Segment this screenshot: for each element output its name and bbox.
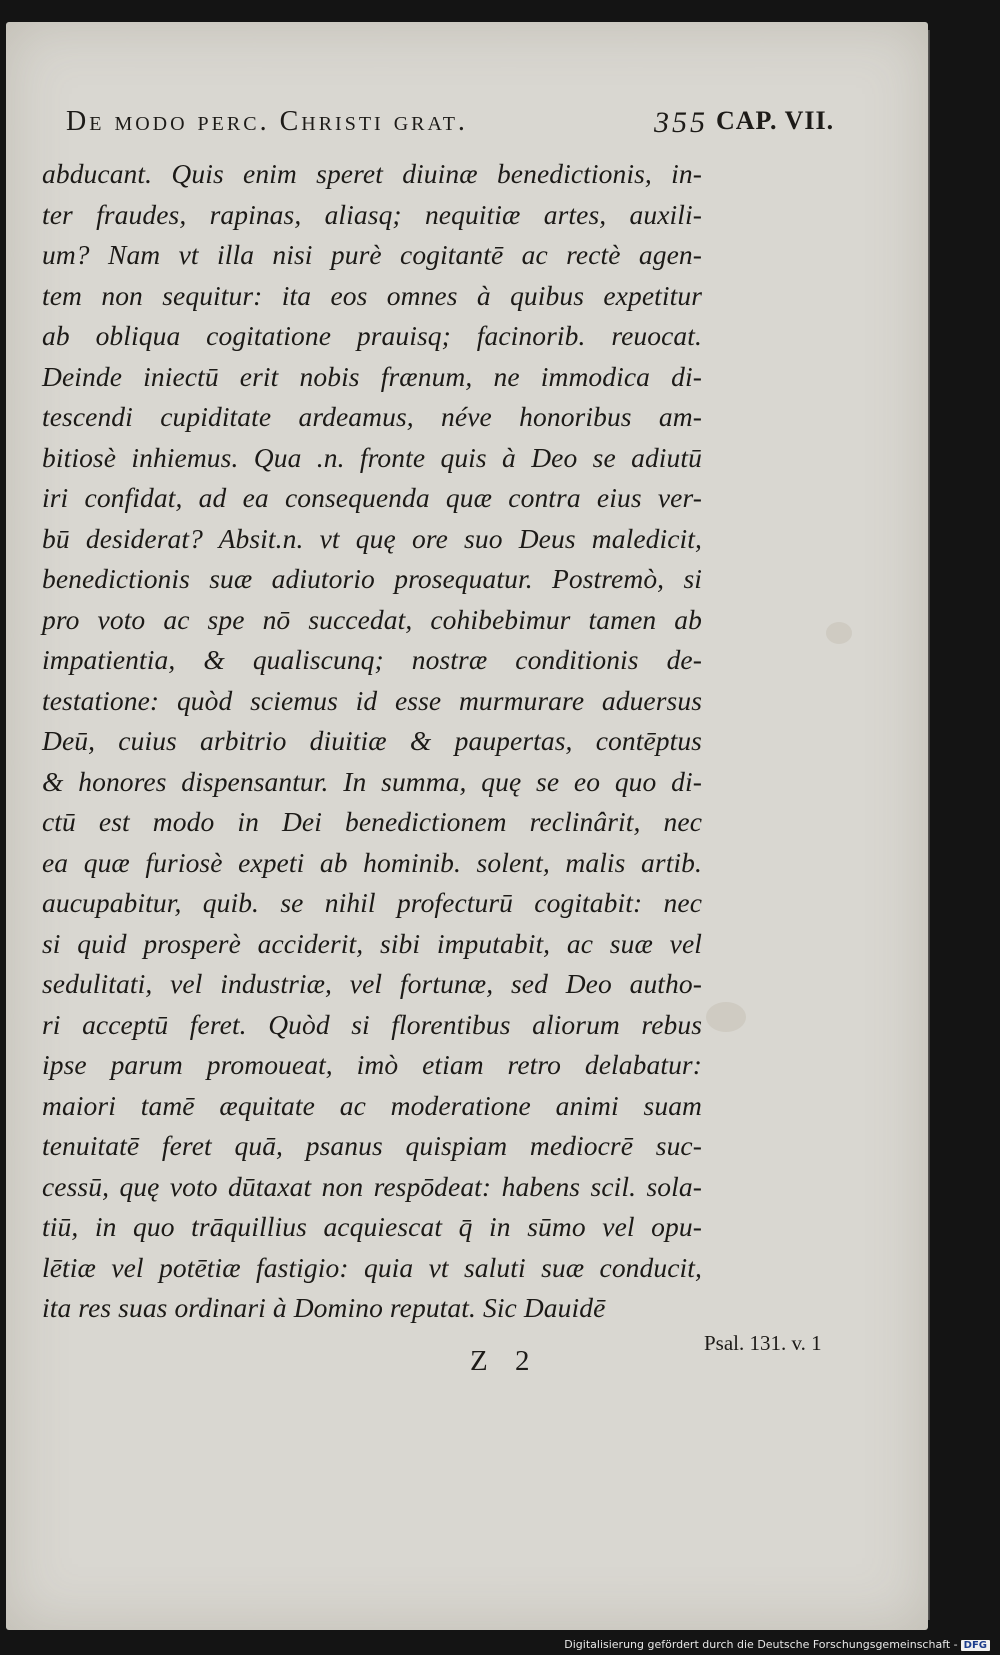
signature-mark: Z 2 bbox=[470, 1345, 540, 1377]
text-line: um? Nam vt illa nisi purè cogitantē ac rectè agen- bbox=[42, 239, 702, 270]
text-line: abducant. Quis enim speret diuinæ benedictionis, in- bbox=[42, 158, 702, 189]
text-line: cessū, quę voto dūtaxat non respōdeat: habens scil. sola- bbox=[42, 1170, 702, 1202]
folio-number: 355 bbox=[654, 106, 708, 139]
text-line: tescendi cupiditate ardeamus, néve honoribus am- bbox=[42, 401, 702, 432]
text-line: impatientia, & qualiscunq; nostræ conditionis de- bbox=[42, 644, 702, 675]
text-line: bū desiderat? Absit.n. vt quę ore suo Deus maledicit, bbox=[42, 522, 702, 554]
text-line: tem non sequitur: ita eos omnes à quibus expetitur bbox=[42, 279, 702, 311]
text-line: ctū est modo in Dei benedictionem reclinârit, nec bbox=[42, 806, 702, 837]
text-line: maiori tamē æquitate ac moderatione animi suam bbox=[42, 1089, 702, 1121]
text-line: si quid prosperè acciderit, sibi imputabit, ac suæ vel bbox=[42, 927, 702, 959]
text-line: ri acceptū feret. Quòd si florentibus aliorum rebus bbox=[42, 1008, 702, 1040]
text-line: ipse parum promoueat, imò etiam retro delabatur: bbox=[42, 1049, 702, 1080]
credit-text: Digitalisierung gefördert durch die Deutsche Forschungsgemeinschaft - bbox=[564, 1638, 958, 1651]
text-line: bitiosè inhiemus. Qua .n. fronte quis à Deo se adiutū bbox=[42, 441, 702, 473]
text-line: sedulitati, vel industriæ, vel fortunæ, sed Deo autho- bbox=[42, 968, 702, 999]
text-line: benedictionis suæ adiutorio prosequatur. Postremò, si bbox=[42, 563, 702, 594]
text-line: ita res suas ordinari à Domino reputat. Sic Dauidē bbox=[42, 1292, 606, 1323]
paper-stain bbox=[706, 1002, 746, 1032]
text-line: aucupabitur, quib. se nihil profecturū cogitabit: nec bbox=[42, 887, 702, 918]
margin-note: Psal. 131. v. 1 bbox=[704, 1331, 822, 1355]
running-head bbox=[66, 106, 866, 146]
text-line: pro voto ac spe nō succedat, cohibebimur tamen ab bbox=[42, 603, 702, 635]
dfg-logo: DFG bbox=[961, 1640, 990, 1651]
text-line: & honores dispensantur. In summa, quę se eo quo di- bbox=[42, 765, 702, 797]
text-line: tenuitatē feret quā, psanus quispiam mediocrē suc- bbox=[42, 1130, 702, 1161]
text-line: testatione: quòd sciemus id esse murmurare aduersus bbox=[42, 684, 702, 716]
paper-stain bbox=[826, 622, 852, 644]
digitization-credit bbox=[564, 1638, 990, 1651]
text-line: ter fraudes, rapinas, aliasq; nequitiæ artes, auxili- bbox=[42, 198, 702, 230]
body-text bbox=[42, 154, 702, 1329]
text-line: lētiæ vel potētiæ fastigio: quia vt saluti suæ conducit, bbox=[42, 1251, 702, 1283]
text-line: iri confidat, ad ea consequenda quæ contra eius ver- bbox=[42, 482, 702, 513]
chapter-heading: CAP. VII. bbox=[716, 106, 835, 135]
text-line: ab obliqua cogitatione prauisq; facinorib. reuocat. bbox=[42, 320, 702, 351]
text-line: tiū, in quo trāquillius acquiescat q̄ in sūmo vel opu- bbox=[42, 1211, 702, 1242]
text-line: Deinde iniectū erit nobis frænum, ne immodica di- bbox=[42, 360, 702, 392]
running-head-title: De modo perc. Christi grat. bbox=[66, 106, 468, 137]
text-line: Deū, cuius arbitrio diuitiæ & paupertas, contēptus bbox=[42, 725, 702, 756]
text-line: ea quæ furiosè expeti ab hominib. solent, malis artib. bbox=[42, 846, 702, 878]
